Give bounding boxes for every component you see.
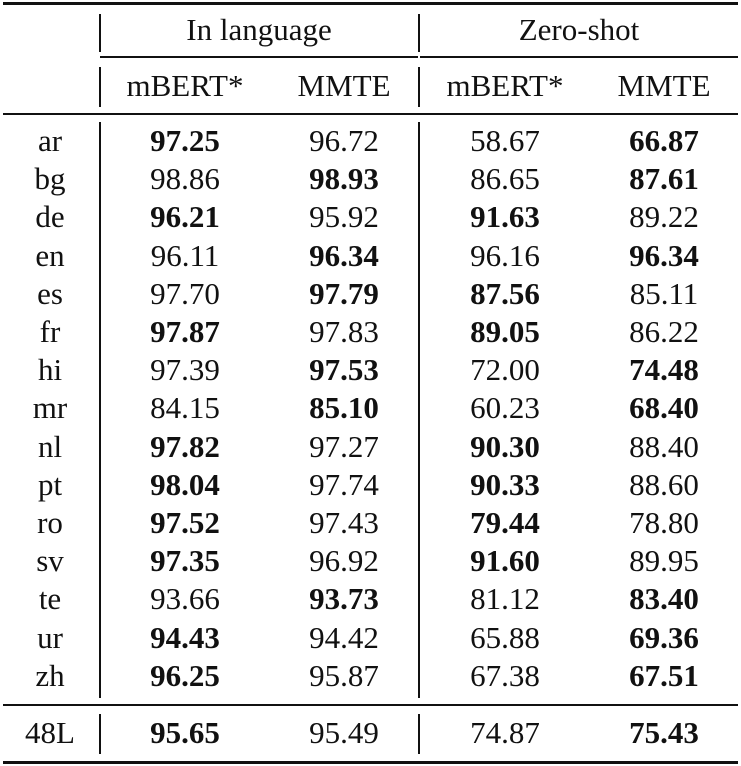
table-cell: 97.82 <box>150 429 220 464</box>
table-cell: 97.87 <box>150 314 220 349</box>
group-header-in-language: In language <box>186 12 332 47</box>
table-cell: 96.34 <box>309 238 379 273</box>
table-cell: 96.34 <box>629 238 699 273</box>
table-cell: 86.65 <box>470 161 540 196</box>
table-cell: 67.38 <box>470 658 540 693</box>
table-cell: 94.43 <box>150 620 220 655</box>
table-cell: 96.72 <box>309 123 379 158</box>
row-language: ur <box>37 620 63 655</box>
row-language: sv <box>36 543 64 578</box>
table-cell: 96.11 <box>150 238 220 273</box>
subheader-zero-shot-mmte: MMTE <box>617 68 711 103</box>
table-cell: 81.12 <box>470 581 540 616</box>
table-cell: 98.86 <box>150 161 220 196</box>
row-language: mr <box>32 390 68 425</box>
row-language: de <box>35 199 65 234</box>
row-language: zh <box>35 658 65 693</box>
table-cell: 97.39 <box>150 352 220 387</box>
table-cell: 60.23 <box>470 390 540 425</box>
table-cell: 83.40 <box>629 581 699 616</box>
table-cell: 87.61 <box>629 161 699 196</box>
summary-value: 95.49 <box>309 715 379 750</box>
table-cell: 74.48 <box>629 352 699 387</box>
table-cell: 88.40 <box>629 429 699 464</box>
table-cell: 98.04 <box>150 467 220 502</box>
summary-value: 75.43 <box>629 715 699 750</box>
subheader-in-language-mbert: mBERT* <box>126 68 244 103</box>
table-cell: 72.00 <box>470 352 540 387</box>
table-cell: 91.63 <box>470 199 540 234</box>
table-cell: 85.10 <box>309 390 379 425</box>
table-cell: 89.22 <box>629 199 699 234</box>
table-cell: 97.53 <box>309 352 379 387</box>
summary-value: 74.87 <box>470 715 540 750</box>
table-cell: 91.60 <box>470 543 540 578</box>
bottom-rule <box>3 761 738 764</box>
table-cell: 95.92 <box>309 199 379 234</box>
row-language: es <box>37 276 63 311</box>
table-cell: 97.35 <box>150 543 220 578</box>
table-cell: 66.87 <box>629 123 699 158</box>
subheader-zero-shot-mbert: mBERT* <box>446 68 564 103</box>
table-cell: 89.05 <box>470 314 540 349</box>
table-cell: 85.11 <box>629 276 699 311</box>
table-cell: 96.25 <box>150 658 220 693</box>
table-cell: 97.27 <box>309 429 379 464</box>
table-cell: 86.22 <box>629 314 699 349</box>
table-cell: 97.79 <box>309 276 379 311</box>
summary-value: 95.65 <box>150 715 220 750</box>
table-cell: 89.95 <box>629 543 699 578</box>
row-language: fr <box>39 314 61 349</box>
table-cell: 87.56 <box>470 276 540 311</box>
summary-rule <box>3 704 738 706</box>
table-cell: 88.60 <box>629 467 699 502</box>
table-cell: 67.51 <box>629 658 699 693</box>
table-cell: 69.36 <box>629 620 699 655</box>
table-cell: 84.15 <box>150 390 220 425</box>
row-language: pt <box>37 467 63 502</box>
table-cell: 94.42 <box>309 620 379 655</box>
table-cell: 96.16 <box>470 238 540 273</box>
table-cell: 98.93 <box>309 161 379 196</box>
table-cell: 97.83 <box>309 314 379 349</box>
row-language: ar <box>37 123 63 158</box>
row-language: hi <box>37 352 63 387</box>
row-language: nl <box>37 429 63 464</box>
table-cell: 97.52 <box>150 505 220 540</box>
table-cell: 68.40 <box>629 390 699 425</box>
table-cell: 90.33 <box>470 467 540 502</box>
table-cell: 96.92 <box>309 543 379 578</box>
row-language: bg <box>34 161 66 196</box>
row-language: en <box>35 238 65 273</box>
row-language: ro <box>37 505 63 540</box>
table-cell: 97.25 <box>150 123 220 158</box>
table-cell: 93.73 <box>309 581 379 616</box>
table-cell: 95.87 <box>309 658 379 693</box>
summary-row-label: 48L <box>25 715 75 750</box>
subheader-in-language-mmte: MMTE <box>297 68 391 103</box>
table-cell: 58.67 <box>470 123 540 158</box>
table-cell: 97.74 <box>309 467 379 502</box>
table-cell: 78.80 <box>629 505 699 540</box>
row-language: te <box>38 581 62 616</box>
table-cell: 90.30 <box>470 429 540 464</box>
table-cell: 96.21 <box>150 199 220 234</box>
table-cell: 65.88 <box>470 620 540 655</box>
table-cell: 97.70 <box>150 276 220 311</box>
table-cell: 93.66 <box>150 581 220 616</box>
table-cell: 97.43 <box>309 505 379 540</box>
table-cell: 79.44 <box>470 505 540 540</box>
group-header-zero-shot: Zero-shot <box>518 12 640 47</box>
